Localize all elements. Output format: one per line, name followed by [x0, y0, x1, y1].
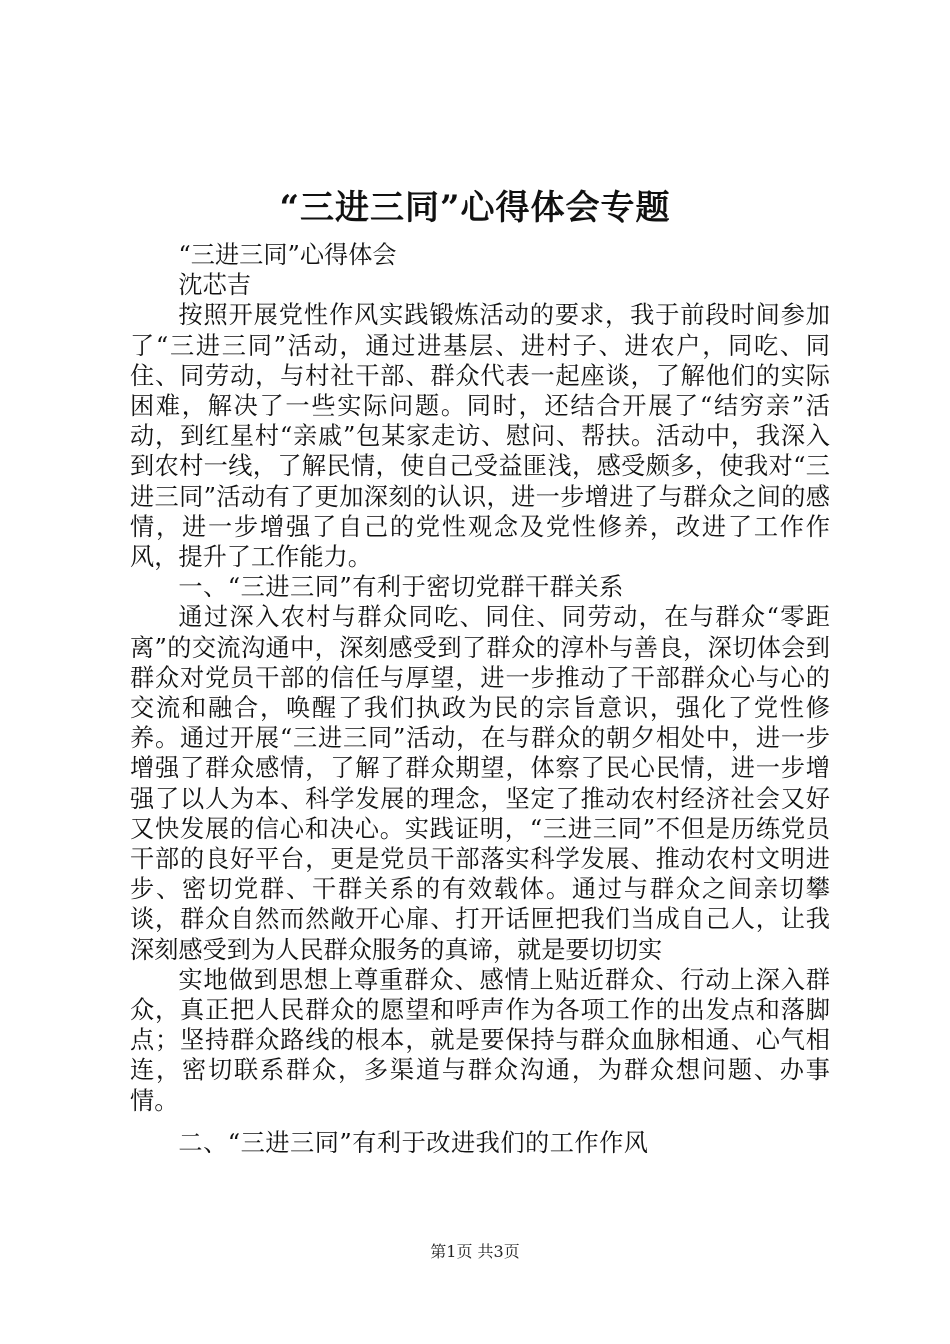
paragraph-section-1-continued: 实地做到思想上尊重群众、感情上贴近群众、行动上深入群众，真正把人民群众的愿望和呼声作为各项工作的出发点和落脚点；坚持群众路线的根本，就是要保持与群众血脉相通、心气相连，密切联系群众，多渠道与群众沟通，为群众想问题、办事情。	[130, 965, 830, 1115]
page-title: “三进三同”心得体会专题	[279, 188, 671, 228]
document-body	[130, 240, 830, 1158]
document-subtitle: “三进三同”心得体会	[178, 241, 397, 269]
page-number-footer: 第1页 共3页	[430, 1242, 520, 1261]
paragraph-section-1: 通过深入农村与群众同吃、同住、同劳动，在与群众“零距离”的交流沟通中，深刻感受到了群众的淳朴与善良，深切体会到群众对党员干部的信任与厚望，进一步推动了干部群众心与心的交流和融合，唤醒了我们执政为民的宗旨意识，强化了党性修养。通过开展“三进三同”活动，在与群众的朝夕相处中，进一步增强了群众感情，了解了群众期望，体察了民心民情，进一步增强了以人为本、科学发展的理念，坚定了推动农村经济社会又好又快发展的信心和决心。实践证明，“三进三同”不但是历练党员干部的良好平台，更是党员干部落实科学发展、推动农村文明进步、密切党群、干群关系的有效载体。通过与群众之间亲切攀谈，群众自然而然敞开心扉、打开话匣把我们当成自己人，让我深刻感受到为人民群众服务的真谛，就是要切切实	[130, 603, 830, 964]
paragraph-intro: 按照开展党性作风实践锻炼活动的要求，我于前段时间参加了“三进三同”活动，通过进基层、进村子、进农户，同吃、同住、同劳动，与村社干部、群众代表一起座谈，了解他们的实际困难，解决了一些实际问题。同时，还结合开展了“结穷亲”活动，到红星村“亲戚”包某家走访、慰问、帮扶。活动中，我深入到农村一线，了解民情，使自己受益匪浅，感受颇多，使我对“三进三同”活动有了更加深刻的认识，进一步增进了与群众之间的感情，进一步增强了自己的党性观念及党性修养，改进了工作作风，提升了工作能力。	[130, 301, 830, 572]
document-author: 沈芯吉	[178, 271, 251, 300]
section-heading-1: 一、“三进三同”有利于密切党群干群关系	[178, 573, 624, 602]
section-heading-2: 二、“三进三同”有利于改进我们的工作作风	[178, 1128, 649, 1157]
